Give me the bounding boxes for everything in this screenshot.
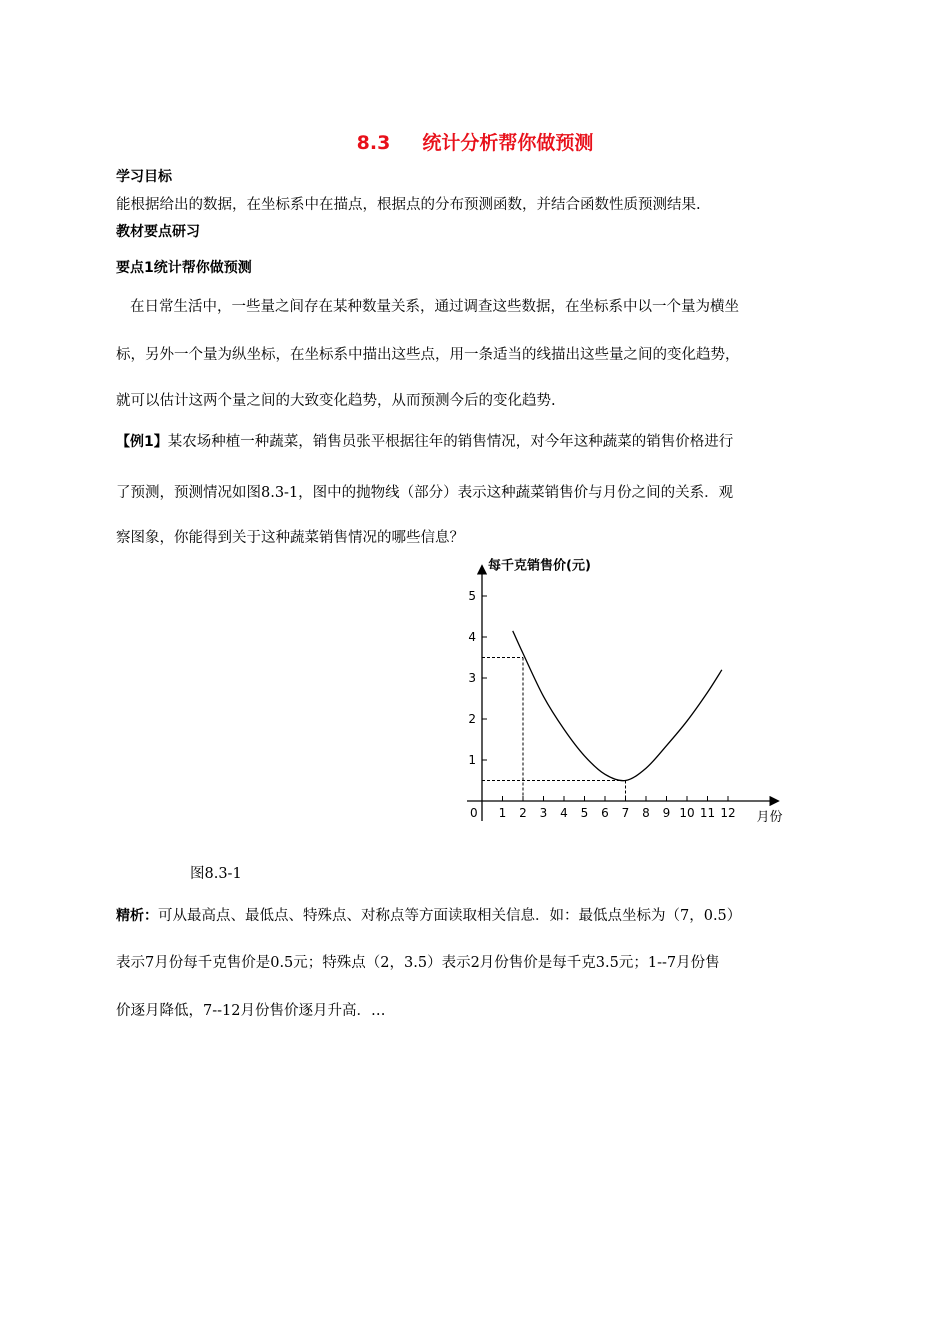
paragraph-line-1: 在日常生活中，一些量之间存在某种数量关系，通过调查这些数据，在坐标系中以一个量为横坐 — [130, 299, 739, 315]
analysis-line-1 — [116, 904, 741, 925]
paragraph-line-3: 就可以估计这两个量之间的大致变化趋势，从而预测今后的变化趋势. — [116, 393, 556, 409]
x-axis-label: 月份 — [756, 810, 783, 825]
goal-heading: 学习目标 — [116, 169, 172, 185]
x-tick-label: 10 — [679, 806, 695, 820]
figure-caption: 图8.3-1 — [190, 866, 242, 882]
y-tick-label: 3 — [468, 671, 476, 685]
chart-guides — [482, 658, 626, 802]
x-tick-label: 1 — [498, 806, 507, 820]
page-title — [0, 128, 950, 155]
example-line-3: 察图象，你能得到关于这种蔬菜销售情况的哪些信息？ — [116, 530, 464, 546]
analysis-line-3: 价逐月降低，7--12月份售价逐月升高．… — [116, 1003, 386, 1019]
y-tick-label: 2 — [468, 712, 476, 726]
y-axis-label: 每千克销售价(元) — [488, 558, 591, 574]
x-tick-label: 2 — [519, 806, 527, 820]
chart-ticks — [468, 589, 735, 820]
goal-text: 能根据给出的数据，在坐标系中在描点，根据点的分布预测函数，并结合函数性质预测结果. — [116, 197, 701, 213]
chart-axes — [467, 566, 779, 822]
x-tick-label: 5 — [580, 806, 589, 820]
price-curve — [513, 631, 722, 781]
x-tick-label: 6 — [601, 806, 609, 820]
x-tick-label: 7 — [621, 806, 630, 820]
analysis-text-1: 可从最高点、最低点、特殊点、对称点等方面读取相关信息．如：最低点坐标为（7，0.5） — [158, 908, 742, 924]
x-tick-label: 4 — [560, 806, 568, 820]
x-tick-label: 12 — [720, 806, 736, 820]
analysis-label: 精析： — [116, 908, 158, 924]
point1-heading: 要点1统计帮你做预测 — [116, 260, 252, 276]
y-tick-label: 1 — [468, 753, 476, 767]
key-points-heading: 教材要点研习 — [116, 224, 200, 240]
paragraph-line-2: 标，另外一个量为纵坐标，在坐标系中描出这些点，用一条适当的线描出这些量之间的变化趋势， — [116, 347, 740, 363]
x-tick-label: 9 — [662, 806, 671, 820]
x-tick-label: 11 — [699, 806, 716, 820]
x-tick-label: 8 — [642, 806, 650, 820]
origin-label: 0 — [470, 806, 478, 820]
y-tick-label: 5 — [468, 589, 476, 603]
example-line-2: 了预测，预测情况如图8.3-1，图中的抛物线（部分）表示这种蔬菜销售价与月份之间的关系．观 — [116, 485, 734, 501]
title-text: 统计分析帮你做预测 — [422, 132, 594, 154]
y-tick-label: 4 — [468, 630, 476, 644]
price-chart — [455, 555, 795, 835]
title-number: 8.3 — [356, 132, 391, 154]
example-text-1: 某农场种植一种蔬菜，销售员张平根据往年的销售情况，对今年这种蔬菜的销售价格进行 — [167, 434, 734, 450]
example-label: 【例1】 — [116, 434, 168, 450]
analysis-line-2: 表示7月份每千克售价是0.5元；特殊点（2，3.5）表示2月份售价是每千克3.5元；1--7月份售 — [116, 955, 720, 971]
x-tick-label: 3 — [539, 806, 548, 820]
example-line-1 — [116, 430, 733, 451]
